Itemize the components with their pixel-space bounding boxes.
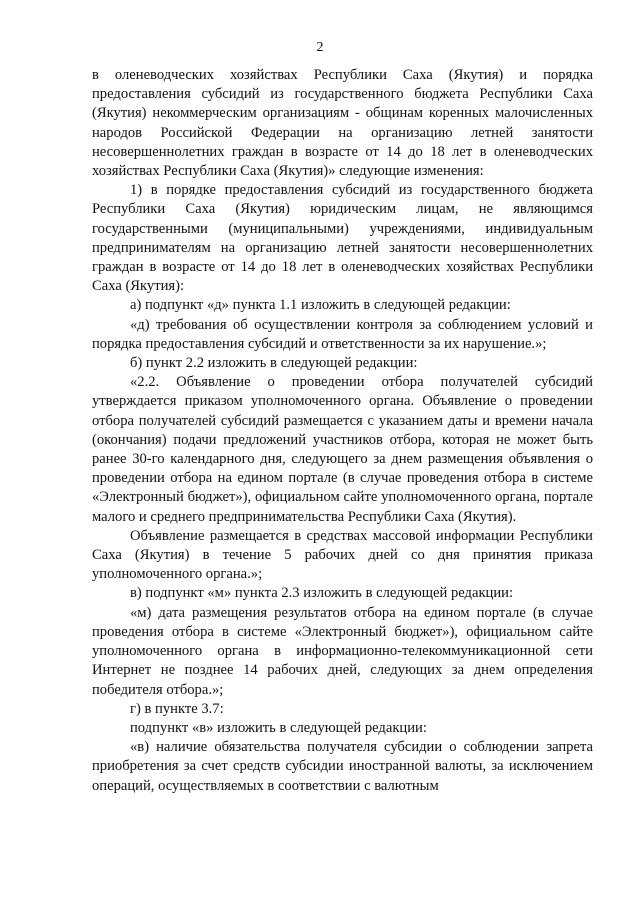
paragraph-1: в оленеводческих хозяйствах Республики Саха (Якутия) и порядка предоставления субсидий из государственного бюджета Республики Саха (Якутия) некоммерческим организациям - общинам коренных малочисленных народов Российской Федерации на организацию летней занятости несовершеннолетних граждан в возрасте от 14 до 18 лет в оленеводческих хозяйствах Республики Саха (Якутия)» следующие изменения: [92,67,593,180]
page-number: 2 [316,40,324,55]
paragraph-10: г) в пункте 3.7: [130,700,224,717]
paragraph-9: «м) дата размещения результатов отбора на едином портале (в случае проведения отбора в системе «Электронный бюджет»), официальном сайте уполномоченного органа в информационно-телекоммуникационной сети Интернет не позднее 14 рабочих дней, следующих за днем определения победителя отбора.»; [92,604,593,698]
document-body [92,66,593,796]
paragraph-6: «2.2. Объявление о проведении отбора получателей субсидий утверждается приказом уполномоченного органа. Объявление о проведении отбора получателей субсидий размещается с указанием даты и времени начала (окончания) подачи предложений участников отбора, которая не может быть ранее 30-го календарного дня, следующего за днем размещения объявления о проведении отбора на едином портале (в случае проведения отбора в системе «Электронный бюджет»), официальном сайте уполномоченного органа, портале малого и среднего предпринимательства Республики Саха (Якутия). [92,374,593,525]
paragraph-5: б) пункт 2.2 изложить в следующей редакции: [130,355,418,372]
paragraph-4: «д) требования об осуществлении контроля за соблюдением условий и порядка предоставления субсидий и ответственности за их нарушение.»; [92,316,593,352]
paragraph-12: «в) наличие обязательства получателя субсидии о соблюдении запрета приобретения за счет средств субсидии иностранной валюты, за исключением операций, осуществляемых в соответствии с валютным [92,739,593,794]
paragraph-3: а) подпункт «д» пункта 1.1 изложить в следующей редакции: [130,297,511,314]
paragraph-2: 1) в порядке предоставления субсидий из государственного бюджета Республики Саха (Якутия) юридическим лицам, не являющимся государственными (муниципальными) учреждениями, индивидуальным предпринимателям на организацию летней занятости несовершеннолетних граждан в возрасте от 14 до 18 лет в оленеводческих хозяйствах Республики Саха (Якутия): [92,182,593,295]
paragraph-11: подпункт «в» изложить в следующей редакции: [130,719,427,736]
paragraph-8: в) подпункт «м» пункта 2.3 изложить в следующей редакции: [130,585,514,602]
paragraph-7: Объявление размещается в средствах массовой информации Республики Саха (Якутия) в течение 5 рабочих дней со дня принятия приказа уполномоченного органа.»; [92,527,593,583]
